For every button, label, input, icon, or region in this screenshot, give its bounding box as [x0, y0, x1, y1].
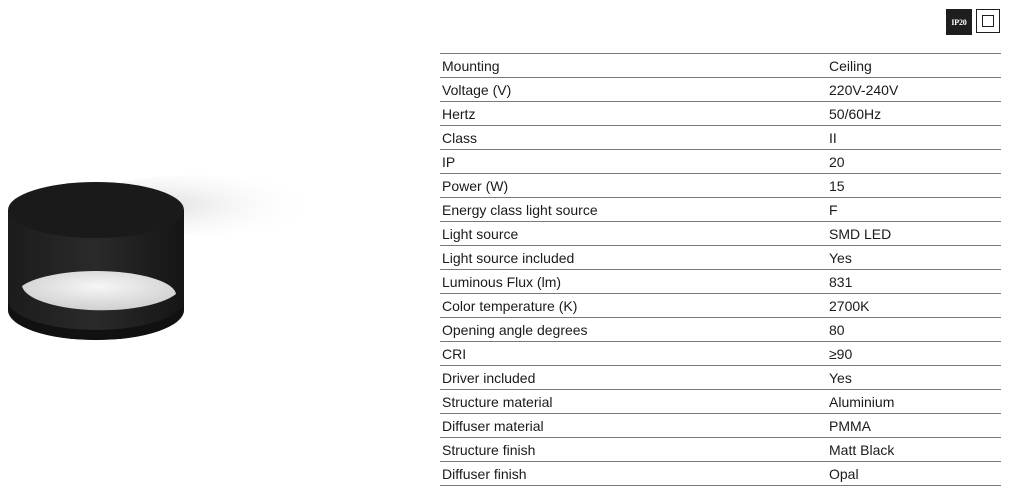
spec-value: Yes — [827, 246, 1001, 270]
spec-label: Light source — [440, 222, 827, 246]
spec-row — [440, 318, 1001, 342]
spec-row — [440, 102, 1001, 126]
spec-label: CRI — [440, 342, 827, 366]
spec-label: IP — [440, 150, 827, 174]
spec-value: 20 — [827, 150, 1001, 174]
spec-row — [440, 246, 1001, 270]
spec-row — [440, 390, 1001, 414]
certification-badges — [946, 9, 1000, 35]
spec-row — [440, 150, 1001, 174]
spec-value: 50/60Hz — [827, 102, 1001, 126]
spec-row — [440, 438, 1001, 462]
spec-row — [440, 174, 1001, 198]
spec-label: Luminous Flux (lm) — [440, 270, 827, 294]
spec-label: Voltage (V) — [440, 78, 827, 102]
spec-row — [440, 198, 1001, 222]
spec-value: Ceiling — [827, 54, 1001, 78]
spec-value: 831 — [827, 270, 1001, 294]
spec-label: Power (W) — [440, 174, 827, 198]
spec-value: 220V-240V — [827, 78, 1001, 102]
product-image — [0, 150, 320, 380]
spec-row — [440, 222, 1001, 246]
spec-value: Aluminium — [827, 390, 1001, 414]
spec-label: Opening angle degrees — [440, 318, 827, 342]
spec-value: 15 — [827, 174, 1001, 198]
spec-value: SMD LED — [827, 222, 1001, 246]
spec-label: Structure material — [440, 390, 827, 414]
spec-label: Mounting — [440, 54, 827, 78]
spec-row — [440, 126, 1001, 150]
spec-label: Color temperature (K) — [440, 294, 827, 318]
spec-label: Diffuser finish — [440, 462, 827, 486]
spec-table — [440, 53, 1001, 486]
spec-label: Energy class light source — [440, 198, 827, 222]
spec-row — [440, 270, 1001, 294]
spec-value: Matt Black — [827, 438, 1001, 462]
spec-value: ≥90 — [827, 342, 1001, 366]
spec-row — [440, 78, 1001, 102]
spec-row — [440, 342, 1001, 366]
spec-label: Light source included — [440, 246, 827, 270]
spec-row — [440, 462, 1001, 486]
spec-label: Diffuser material — [440, 414, 827, 438]
spec-value: 80 — [827, 318, 1001, 342]
spec-label: Driver included — [440, 366, 827, 390]
spec-label: Hertz — [440, 102, 827, 126]
spec-label: Structure finish — [440, 438, 827, 462]
class-ii-icon — [976, 9, 1000, 33]
spec-value: 2700K — [827, 294, 1001, 318]
ip20-badge: IP20 — [946, 9, 972, 35]
spec-value: PMMA — [827, 414, 1001, 438]
spec-value: F — [827, 198, 1001, 222]
spec-row — [440, 366, 1001, 390]
spec-row — [440, 414, 1001, 438]
spec-value: Opal — [827, 462, 1001, 486]
spec-label: Class — [440, 126, 827, 150]
spec-value: II — [827, 126, 1001, 150]
spec-value: Yes — [827, 366, 1001, 390]
spec-row — [440, 294, 1001, 318]
spec-row — [440, 54, 1001, 78]
lamp-top — [8, 182, 184, 238]
